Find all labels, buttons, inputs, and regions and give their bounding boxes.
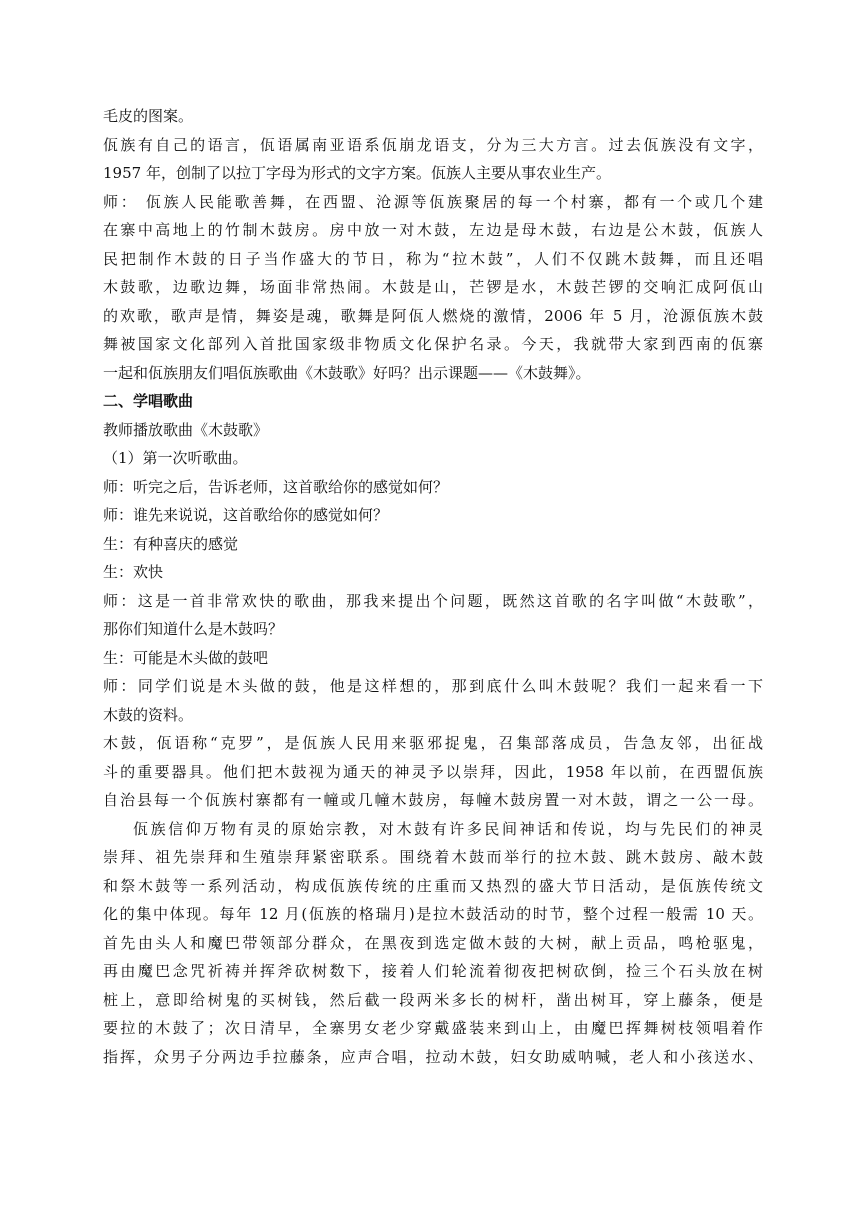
paragraph-line: 首先由头人和魔巴带领部分群众，在黑夜到选定做木鼓的大树，献上贡品，鸣枪驱鬼， bbox=[103, 933, 763, 952]
paragraph-line: 1957 年，创制了以拉丁字母为形式的文字方案。佤族人主要从事农业生产。 bbox=[103, 164, 611, 182]
dialogue-line: 生：可能是木头做的鼓吧 bbox=[103, 648, 269, 667]
paragraph-line: 民把制作木鼓的日子当作盛大的节日，称为“拉木鼓”，人们不仅跳木鼓舞，而且还唱 bbox=[103, 249, 763, 268]
paragraph-line: 舞被国家文化部列入首批国家级非物质文化保护名录。今天，我就带大家到西南的佤寨 bbox=[103, 335, 763, 353]
paragraph-line: 木鼓，佤语称“克罗”，是佤族人民用来驱邪捉鬼，召集部落成员，告急友邻，出征战 bbox=[103, 734, 763, 752]
dialogue-line: 师：听完之后，告诉老师，这首歌给你的感觉如何？ bbox=[103, 477, 449, 496]
paragraph-line: 指挥，众男子分两边手拉藤条，应声合唱，拉动木鼓，妇女助威呐喊，老人和小孩送水、 bbox=[103, 1047, 763, 1066]
paragraph-line: 自治县每一个佤族村寨都有一幢或几幢木鼓房，每幢木鼓房置一对木鼓，谓之一公一母。 bbox=[103, 791, 763, 809]
paragraph-line: 崇拜、祖先崇拜和生殖崇拜紧密联系。围绕着木鼓而举行的拉木鼓、跳木鼓房、敲木鼓 bbox=[103, 848, 763, 866]
paragraph-line: 桩上，意即给树鬼的买树钱，然后截一段两米多长的树杆，凿出树耳，穿上藤条，便是 bbox=[103, 990, 763, 1009]
paragraph-line: 教师播放歌曲《木鼓歌》 bbox=[103, 420, 269, 439]
dialogue-line: 生：欢快 bbox=[103, 563, 164, 581]
dialogue-line: 师：同学们说是木头做的鼓，他是这样想的，那到底什么叫木鼓呢？我们一起来看一下 bbox=[103, 677, 763, 695]
paragraph-line: 佤族有自己的语言，佤语属南亚语系佤崩龙语支，分为三大方言。过去佤族没有文字， bbox=[103, 135, 763, 154]
paragraph-line: 佤族信仰万物有灵的原始宗教，对木鼓有许多民间神话和传说，均与先民们的神灵 bbox=[133, 819, 763, 838]
paragraph-line: 化的集中体现。每年 12 月(佤族的格瑞月)是拉木鼓活动的时节，整个过程一般需 10 天。 bbox=[103, 905, 763, 923]
paragraph-line: 的欢歌，歌声是情，舞姿是魂，歌舞是阿佤人燃烧的激情，2006 年 5 月，沧源佤族木鼓 bbox=[103, 306, 763, 325]
dialogue-line: 那你们知道什么是木鼓吗？ bbox=[103, 620, 284, 638]
paragraph-line: 木鼓歌，边歌边舞，场面非常热闹。木鼓是山，芒锣是水，木鼓芒锣的交响汇成阿佤山 bbox=[103, 278, 763, 296]
paragraph-line: 再由魔巴念咒祈祷并挥斧砍树数下，接着人们轮流着彻夜把树砍倒，捡三个石头放在树 bbox=[103, 962, 763, 980]
paragraph-line: 斗的重要器具。他们把木鼓视为通天的神灵予以崇拜，因此，1958 年以前，在西盟佤族 bbox=[103, 762, 763, 781]
dialogue-line: 生：有种喜庆的感觉 bbox=[103, 534, 239, 553]
document-body bbox=[103, 102, 763, 1071]
section-heading: 二、学唱歌曲 bbox=[103, 392, 194, 410]
paragraph-line: 在寨中高地上的竹制木鼓房。房中放一对木鼓，左边是母木鼓，右边是公木鼓，佤族人 bbox=[103, 221, 763, 239]
paragraph-line: 毛皮的图案。 bbox=[103, 107, 194, 125]
dialogue-line: 木鼓的资料。 bbox=[103, 705, 194, 724]
paragraph-line: （1）第一次听歌曲。 bbox=[103, 449, 248, 467]
paragraph-line: 师： 佤族人民能歌善舞，在西盟、沧源等佤族聚居的每一个村寨，都有一个或几个建 bbox=[103, 192, 763, 211]
paragraph-line: 一起和佤族朋友们唱佤族歌曲《木鼓歌》好吗？出示课题——《木鼓舞》。 bbox=[103, 363, 591, 382]
paragraph-line: 要拉的木鼓了；次日清早，全寨男女老少穿戴盛装来到山上，由魔巴挥舞树枝领唱着作 bbox=[103, 1019, 763, 1037]
dialogue-line: 师：这是一首非常欢快的歌曲，那我来提出个问题，既然这首歌的名字叫做“木鼓歌”， bbox=[103, 591, 763, 610]
dialogue-line: 师：谁先来说说，这首歌给你的感觉如何？ bbox=[103, 506, 389, 524]
paragraph-line: 和祭木鼓等一系列活动，构成佤族传统的庄重而又热烈的盛大节日活动，是佤族传统文 bbox=[103, 876, 763, 895]
